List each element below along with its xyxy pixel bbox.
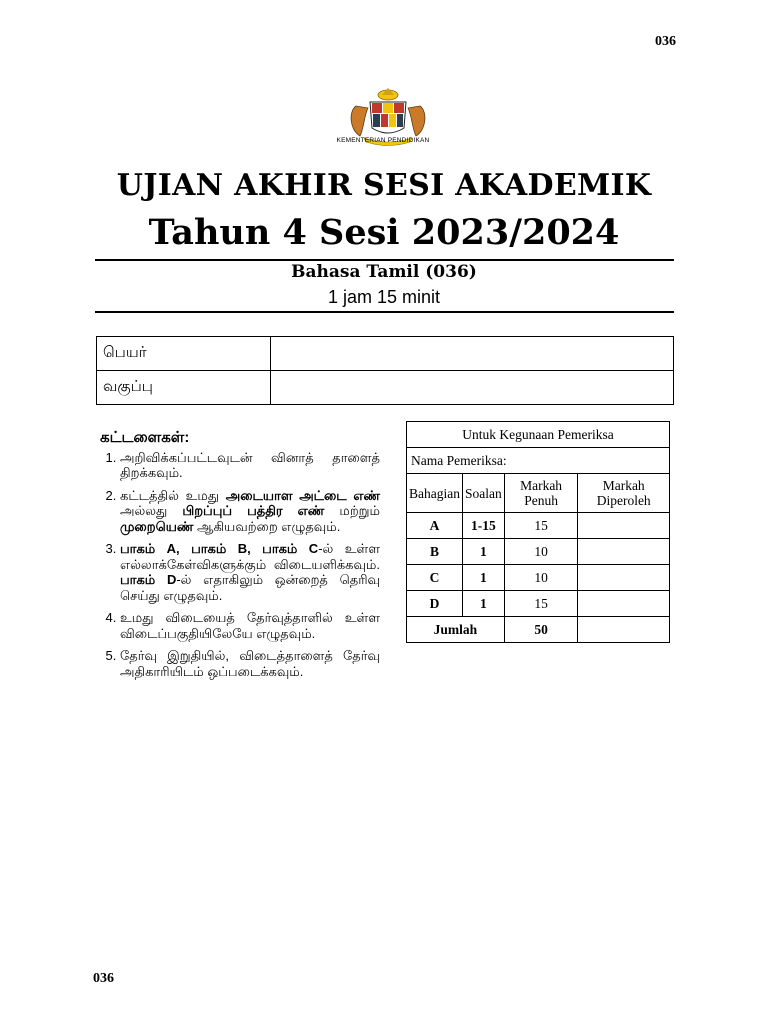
questions-cell: 1 xyxy=(462,539,504,565)
full-marks-cell: 15 xyxy=(504,591,578,617)
full-marks-cell: 15 xyxy=(504,513,578,539)
page-code-bottom: 036 xyxy=(93,971,114,986)
instruction-emphasis: பிறப்புப் பத்திர எண் xyxy=(182,503,325,518)
ministry-name: KEMENTERIAN PENDIDIKAN xyxy=(336,137,430,144)
column-header: Bahagian xyxy=(407,474,463,513)
table-row xyxy=(97,337,674,371)
table-row xyxy=(407,591,670,617)
subject-title: Bahasa Tamil (036) xyxy=(291,262,477,282)
total-label: Jumlah xyxy=(407,617,505,643)
examiner-table-title: Untuk Kegunaan Pemeriksa xyxy=(407,422,670,448)
questions-cell: 1 xyxy=(462,591,504,617)
table-row xyxy=(407,513,670,539)
table-header-row xyxy=(407,474,670,513)
instruction-emphasis: பாகம் D xyxy=(120,572,177,587)
column-header: Soalan xyxy=(462,474,504,513)
examiner-name-label: Nama Pemeriksa: xyxy=(407,448,670,474)
name-label: பெயர் xyxy=(97,337,271,371)
obtained-marks-cell[interactable] xyxy=(578,513,670,539)
list-item xyxy=(120,488,380,535)
table-row xyxy=(407,422,670,448)
full-marks-cell: 10 xyxy=(504,539,578,565)
table-row xyxy=(407,617,670,643)
instruction-emphasis: பாகம் A, பாகம் B, பாகம் C xyxy=(120,541,319,556)
instruction-text: -ல் உள்ள எல்லாக்கேள்விகளுக்கும் விடையளிக்கவும். xyxy=(120,541,380,572)
column-header: Markah Diperoleh xyxy=(578,474,670,513)
column-header: Markah Penuh xyxy=(504,474,578,513)
instruction-text: அறிவிக்கப்பட்டவுடன் வினாத் தாளைத் திறக்கவும். xyxy=(120,449,380,480)
examiner-table xyxy=(406,421,670,643)
instruction-text: உமது விடையைத் தேர்வுத்தாளில் உள்ள விடைப்பகுதியிலேயே எழுதவும். xyxy=(120,610,380,641)
instruction-emphasis: முறையெண் xyxy=(120,518,194,534)
list-item xyxy=(120,648,380,679)
divider-bottom xyxy=(95,311,674,313)
exam-year-title: Tahun 4 Sesi 2023/2024 xyxy=(148,212,620,253)
obtained-marks-cell[interactable] xyxy=(578,565,670,591)
instruction-text: அல்லது xyxy=(120,503,183,518)
obtained-marks-cell[interactable] xyxy=(578,591,670,617)
instruction-text: கட்டத்தில் உமது xyxy=(120,487,226,503)
exam-title: UJIAN AKHIR SESI AKADEMIK xyxy=(116,168,652,203)
instructions-section xyxy=(100,430,380,686)
section-cell: B xyxy=(407,539,463,565)
divider-top xyxy=(95,259,674,261)
instruction-text: மற்றும் xyxy=(324,503,380,518)
student-info-table xyxy=(96,336,674,405)
table-row xyxy=(407,448,670,474)
instructions-list xyxy=(100,450,380,680)
total-full-marks: 50 xyxy=(504,617,578,643)
exam-duration: 1 jam 15 minit xyxy=(327,287,441,307)
section-cell: C xyxy=(407,565,463,591)
class-label: வகுப்பு xyxy=(97,371,271,405)
section-cell: A xyxy=(407,513,463,539)
table-row xyxy=(97,371,674,405)
instruction-text: தேர்வு இறுதியில், விடைத்தாளைத் தேர்வு அதிகாரியிடம் ஒப்படைக்கவும். xyxy=(120,648,380,679)
class-field[interactable] xyxy=(271,371,674,405)
name-field[interactable] xyxy=(271,337,674,371)
instruction-text: ஆகியவற்றை எழுதவும். xyxy=(193,518,341,534)
list-item xyxy=(120,541,380,603)
instruction-emphasis: அடையாள அட்டை எண் xyxy=(225,487,380,503)
instruction-text: -ல் எதாகிலும் ஒன்றைத் தெரிவு செய்து எழுதவும். xyxy=(120,572,380,603)
section-cell: D xyxy=(407,591,463,617)
obtained-marks-cell[interactable] xyxy=(578,539,670,565)
page-code-top: 036 xyxy=(655,34,676,49)
questions-cell: 1-15 xyxy=(462,513,504,539)
list-item xyxy=(120,450,380,481)
table-row xyxy=(407,539,670,565)
full-marks-cell: 10 xyxy=(504,565,578,591)
instructions-heading: கட்டளைகள்: xyxy=(100,429,190,446)
total-obtained-marks[interactable] xyxy=(578,617,670,643)
questions-cell: 1 xyxy=(462,565,504,591)
list-item xyxy=(120,610,380,641)
table-row xyxy=(407,565,670,591)
